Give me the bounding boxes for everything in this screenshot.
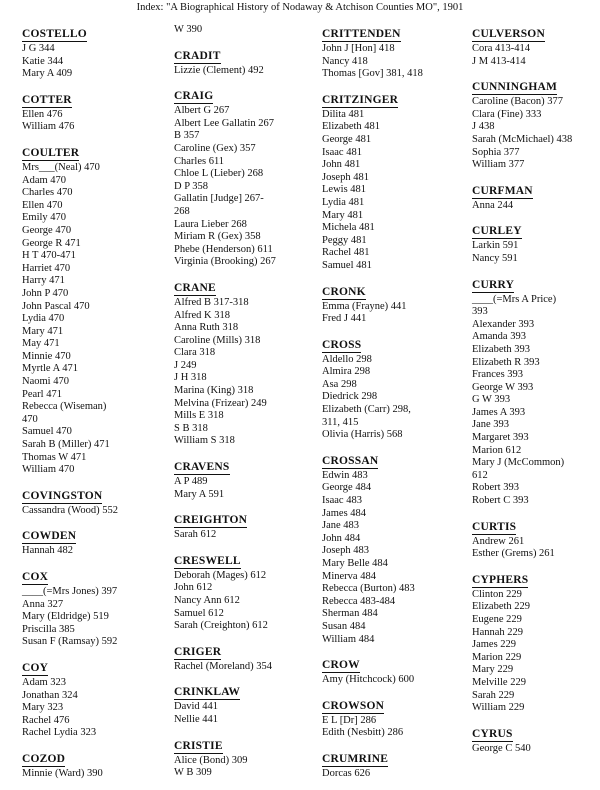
- index-entry: Eugene 229: [472, 614, 522, 625]
- index-entry: Lydia 470: [22, 313, 65, 325]
- surname-heading: CRANE: [174, 281, 216, 294]
- surname-group: [322, 335, 472, 442]
- index-entry: Jane 393: [472, 419, 510, 431]
- index-entry: William S 318: [174, 435, 235, 447]
- index-entry: Mary (Eldridge) 519: [22, 611, 109, 623]
- surname-group: [22, 658, 152, 740]
- index-entry: Anna 327: [22, 598, 64, 610]
- index-entry: John 481: [322, 159, 361, 171]
- index-entry: Rachel 476: [22, 714, 70, 726]
- index-entry: Lydia 481: [322, 196, 365, 208]
- surname-group: [174, 457, 324, 501]
- index-entry: Melvina (Frizear) 249: [174, 397, 267, 409]
- surname-group: [22, 143, 152, 477]
- index-entry: J M 413-414: [472, 55, 526, 67]
- index-entry: G W 393: [472, 394, 511, 406]
- surname-heading: CYPHERS: [472, 573, 529, 586]
- index-entry: Sarah (Creighton) 612: [174, 620, 268, 632]
- index-entry: Mary 471: [22, 325, 64, 337]
- index-column-3: [322, 24, 472, 790]
- index-entry: Albert G 267: [174, 105, 230, 117]
- surname-heading: CYRUS: [472, 727, 513, 740]
- surname-group: [22, 486, 152, 518]
- index-entry: James A 393: [472, 406, 526, 418]
- index-entry: Olivia (Harris) 568: [322, 429, 403, 441]
- index-entry: Harry 471: [22, 275, 65, 287]
- index-entry: Cora 413-414: [472, 43, 531, 54]
- surname-heading: COWDEN: [22, 530, 77, 543]
- surname-group: [472, 181, 600, 213]
- index-entry: Minnie 470: [22, 350, 71, 362]
- index-entry: Asa 298: [322, 378, 357, 390]
- index-entry: Cassandra (Wood) 552: [22, 504, 118, 516]
- index-entry: Robert 393: [472, 482, 519, 494]
- index-entry: David 441: [174, 701, 219, 713]
- index-entry: Melville 229: [472, 676, 526, 688]
- index-entry: Caroline (Gex) 357: [174, 142, 256, 154]
- index-entry: John 612: [174, 582, 213, 594]
- surname-group: [174, 24, 324, 37]
- index-entry: 393: [472, 306, 488, 318]
- index-entry: Larkin 591: [472, 240, 519, 252]
- surname-group: [472, 24, 600, 68]
- surname-group: [322, 90, 472, 273]
- index-entry: Lizzie (Clement) 492: [174, 64, 264, 76]
- surname-heading: CROW: [322, 659, 360, 672]
- surname-heading: CRAIG: [174, 90, 214, 103]
- index-entry: Emily 470: [22, 212, 67, 224]
- index-entry: Mary Belle 484: [322, 558, 388, 569]
- index-entry: William 484: [322, 633, 375, 645]
- index-entry: ____(=Mrs Jones) 397: [22, 586, 118, 597]
- surname-heading: CRISTIE: [174, 739, 223, 752]
- surname-group: [322, 696, 472, 740]
- surname-group: [322, 24, 472, 81]
- surname-group: [472, 221, 600, 265]
- index-entry: William 476: [22, 121, 75, 133]
- surname-heading: CRADIT: [174, 49, 221, 62]
- index-entry: Marion 612: [472, 444, 522, 456]
- index-entry: Rebecca 483-484: [322, 595, 396, 607]
- index-entry: John J [Hon] 418: [322, 43, 395, 54]
- index-entry: George C 540: [472, 742, 531, 754]
- index-entry: May 471: [22, 338, 60, 350]
- index-entry: Anna Ruth 318: [174, 322, 239, 334]
- index-entry: Deborah (Mages) 612: [174, 569, 267, 581]
- surname-heading: CRITZINGER: [322, 93, 399, 106]
- index-entry: Almira 298: [322, 366, 371, 378]
- index-entry: Sarah 229: [472, 689, 515, 701]
- index-entry: Diedrick 298: [322, 391, 378, 403]
- index-entry: Clinton 229: [472, 588, 522, 600]
- index-entry: William 470: [22, 464, 75, 476]
- index-entry: Thomas [Gov] 381, 418: [322, 68, 423, 80]
- surname-group: [174, 278, 324, 448]
- index-entry: W 390: [174, 24, 203, 35]
- index-entry: Susan 484: [322, 620, 366, 632]
- surname-group: [322, 451, 472, 646]
- index-entry: Ellen 476: [22, 108, 63, 120]
- index-entry: Elizabeth 393: [472, 343, 531, 355]
- index-entry: Joseph 483: [322, 545, 369, 557]
- surname-heading: CULVERSON: [472, 28, 545, 40]
- index-entry: H T 470-471: [22, 250, 76, 262]
- index-entry: Edith (Nesbitt) 286: [322, 727, 404, 739]
- index-entry: Katie 344: [22, 55, 64, 67]
- index-entry: George W 393: [472, 381, 534, 393]
- index-entry: John Pascal 470: [22, 300, 90, 312]
- index-entry: Aldello 298: [322, 353, 372, 365]
- index-entry: Elizabeth 229: [472, 601, 531, 613]
- surname-heading: CRUMRINE: [322, 752, 389, 765]
- index-entry: Elizabeth 481: [322, 121, 381, 133]
- surname-group: [174, 510, 324, 542]
- surname-heading: CRONK: [322, 285, 366, 298]
- index-entry: George R 471: [22, 237, 81, 249]
- index-entry: 612: [472, 469, 488, 481]
- surname-group: [174, 46, 324, 78]
- index-entry: Sarah 612: [174, 529, 217, 541]
- index-entry: Amanda 393: [472, 331, 526, 343]
- index-entry: Elizabeth (Carr) 298,: [322, 404, 411, 416]
- surname-group: [472, 570, 600, 715]
- index-entry: Priscilla 385: [22, 623, 75, 635]
- index-entry: Margaret 393: [472, 432, 529, 444]
- index-entry: Naomi 470: [22, 376, 69, 388]
- index-entry: Nellie 441: [174, 713, 219, 725]
- index-entry: Rachel 481: [322, 247, 370, 259]
- index-entry: Caroline (Mills) 318: [174, 334, 261, 346]
- index-entry: Elizabeth R 393: [472, 356, 540, 368]
- index-entry: James 484: [322, 507, 367, 519]
- surname-group: [22, 526, 152, 558]
- surname-heading: CRAVENS: [174, 461, 230, 474]
- index-entry: Emma (Frayne) 441: [322, 300, 407, 312]
- index-entry: Marion 229: [472, 651, 522, 663]
- surname-heading: COSTELLO: [22, 28, 87, 40]
- index-entry: Susan F (Ramsay) 592: [22, 636, 118, 648]
- index-entry: Samuel 612: [174, 607, 224, 619]
- index-entry: George 484: [322, 482, 372, 494]
- index-entry: Clara (Fine) 333: [472, 108, 542, 120]
- index-entry: George 470: [22, 224, 72, 236]
- index-entry: George 481: [322, 133, 372, 145]
- surname-heading: COX: [22, 571, 49, 583]
- index-entry: Albert Lee Gallatin 267: [174, 117, 275, 129]
- surname-group: [22, 90, 152, 134]
- surname-group: [174, 642, 324, 674]
- surname-heading: CRINKLAW: [174, 686, 241, 699]
- index-entry: Peggy 481: [322, 234, 367, 246]
- surname-group: [22, 749, 152, 781]
- index-entry: ____(=Mrs A Price): [472, 293, 557, 305]
- surname-group: [472, 724, 600, 756]
- surname-heading: CURRY: [472, 278, 515, 291]
- index-entry: Rebecca (Burton) 483: [322, 583, 415, 595]
- surname-heading: CREIGHTON: [174, 514, 248, 527]
- index-entry: Pearl 471: [22, 388, 62, 400]
- index-entry: Samuel 470: [22, 426, 72, 438]
- index-entry: Alice (Bond) 309: [174, 754, 248, 766]
- index-entry: Sarah (McMichael) 438: [472, 133, 573, 145]
- surname-group: [174, 682, 324, 726]
- index-entry: Jonathan 324: [22, 689, 78, 701]
- index-entry: Rachel (Moreland) 354: [174, 660, 272, 672]
- surname-group: [472, 275, 600, 508]
- index-entry: 311, 415: [322, 416, 359, 428]
- surname-heading: COZOD: [22, 752, 66, 765]
- index-entry: Jane 483: [322, 520, 360, 532]
- surname-group: [22, 567, 152, 649]
- index-entry: Amy (Hitchcock) 600: [322, 674, 415, 686]
- surname-heading: COULTER: [22, 146, 80, 159]
- index-column-4: [472, 24, 600, 764]
- index-entry: Sarah B (Miller) 471: [22, 439, 110, 451]
- index-entry: William 229: [472, 702, 525, 714]
- index-entry: E L [Dr] 286: [322, 714, 377, 726]
- index-entry: Michela 481: [322, 222, 375, 234]
- index-entry: Rachel Lydia 323: [22, 727, 97, 739]
- index-entry: Isaac 481: [322, 146, 362, 158]
- surname-heading: CROWSON: [322, 699, 385, 712]
- surname-heading: CROSS: [322, 338, 362, 351]
- surname-heading: CRITTENDEN: [322, 28, 401, 40]
- index-entry: Minerva 484: [322, 570, 376, 582]
- index-entry: J H 318: [174, 372, 207, 384]
- index-entry: 268: [174, 205, 190, 217]
- surname-group: [472, 77, 600, 172]
- index-entry: Charles 470: [22, 187, 73, 199]
- index-entry: John 484: [322, 532, 361, 544]
- index-entry: Mary A 409: [22, 68, 73, 80]
- index-entry: Esther (Grems) 261: [472, 548, 555, 560]
- index-entry: Clara 318: [174, 347, 216, 359]
- surname-heading: CRESWELL: [174, 554, 241, 567]
- surname-heading: CUNNINGHAM: [472, 81, 558, 94]
- index-entry: Sherman 484: [322, 608, 378, 620]
- index-entry: Mills E 318: [174, 410, 224, 422]
- index-column-1: [22, 24, 152, 790]
- index-entry: Ellen 470: [22, 199, 63, 211]
- index-entry: Samuel 481: [322, 259, 372, 271]
- index-entry: J 438: [472, 121, 495, 133]
- index-entry: Marina (King) 318: [174, 385, 254, 397]
- index-entry: Dilita 481: [322, 108, 365, 120]
- index-entry: Caroline (Bacon) 377: [472, 96, 563, 108]
- index-entry: Harriet 470: [22, 262, 71, 274]
- index-entry: Minnie (Ward) 390: [22, 767, 103, 779]
- index-entry: 470: [22, 413, 38, 425]
- index-entry: Rebecca (Wiseman): [22, 401, 107, 413]
- index-entry: Alexander 393: [472, 318, 535, 330]
- index-entry: A P 489: [174, 476, 208, 488]
- index-entry: John P 470: [22, 287, 69, 299]
- index-entry: Fred J 441: [322, 313, 367, 325]
- index-entry: Gallatin [Judge] 267-: [174, 193, 264, 205]
- surname-heading: COTTER: [22, 93, 72, 106]
- index-entry: Nancy 418: [322, 55, 368, 67]
- index-entry: Phebe (Henderson) 611: [174, 243, 273, 255]
- index-entry: James 229: [472, 639, 517, 651]
- index-entry: D P 358: [174, 180, 209, 192]
- index-entry: Mary A 591: [174, 488, 225, 500]
- index-entry: Dorcas 626: [322, 767, 371, 779]
- index-entry: Edwin 483: [322, 469, 368, 481]
- index-entry: Andrew 261: [472, 535, 525, 547]
- index-entry: Adam 323: [22, 676, 67, 688]
- surname-heading: COY: [22, 661, 49, 674]
- surname-group: [322, 282, 472, 326]
- index-entry: Adam 470: [22, 174, 67, 186]
- index-entry: Virginia (Brooking) 267: [174, 256, 276, 268]
- surname-group: [322, 655, 472, 687]
- surname-group: [174, 86, 324, 269]
- index-entry: Mary 229: [472, 664, 514, 676]
- index-entry: Anna 244: [472, 199, 514, 211]
- index-entry: W B 309: [174, 767, 212, 779]
- surname-heading: CURTIS: [472, 520, 517, 533]
- index-column-2: [174, 24, 324, 789]
- index-entry: Robert C 393: [472, 495, 529, 507]
- index-entry: Frances 393: [472, 369, 524, 381]
- index-entry: Miriam R (Gex) 358: [174, 231, 261, 243]
- surname-heading: CRIGER: [174, 645, 222, 658]
- index-entry: Mary 323: [22, 702, 64, 714]
- index-entry: Mary 481: [322, 209, 364, 221]
- index-entry: Mary J (McCommon): [472, 457, 565, 469]
- index-entry: J 249: [174, 359, 197, 371]
- index-entry: Hannah 482: [22, 545, 74, 557]
- surname-group: [22, 24, 152, 81]
- index-entry: Hannah 229: [472, 626, 524, 638]
- surname-group: [322, 749, 472, 781]
- index-entry: Joseph 481: [322, 171, 369, 183]
- surname-group: [174, 551, 324, 633]
- index-entry: Chloe L (Lieber) 268: [174, 168, 264, 180]
- surname-group: [472, 517, 600, 561]
- index-entry: Thomas W 471: [22, 451, 87, 463]
- index-entry: B 357: [174, 130, 200, 142]
- index-entry: Nancy 591: [472, 252, 518, 264]
- surname-heading: CURLEY: [472, 225, 522, 238]
- index-entry: Myrtle A 471: [22, 363, 79, 375]
- index-entry: Laura Lieber 268: [174, 218, 247, 230]
- index-entry: Mrs___(Neal) 470: [22, 161, 100, 173]
- index-entry: Nancy Ann 612: [174, 595, 240, 606]
- index-entry: Isaac 483: [322, 495, 362, 507]
- index-entry: Charles 611: [174, 155, 225, 167]
- page-title: Index: "A Biographical History of Nodaway & Atchison Counties MO", 1901: [136, 2, 464, 13]
- surname-group: [174, 736, 324, 780]
- index-entry: William 377: [472, 159, 525, 171]
- index-entry: S B 318: [174, 422, 208, 434]
- surname-heading: COVINGSTON: [22, 489, 103, 502]
- index-entry: Lewis 481: [322, 184, 367, 196]
- surname-heading: CURFMAN: [472, 184, 533, 197]
- index-entry: J G 344: [22, 43, 55, 54]
- surname-heading: CROSSAN: [322, 454, 379, 467]
- index-entry: Sophia 377: [472, 146, 520, 158]
- index-entry: Alfred K 318: [174, 309, 230, 321]
- index-entry: Alfred B 317-318: [174, 296, 249, 308]
